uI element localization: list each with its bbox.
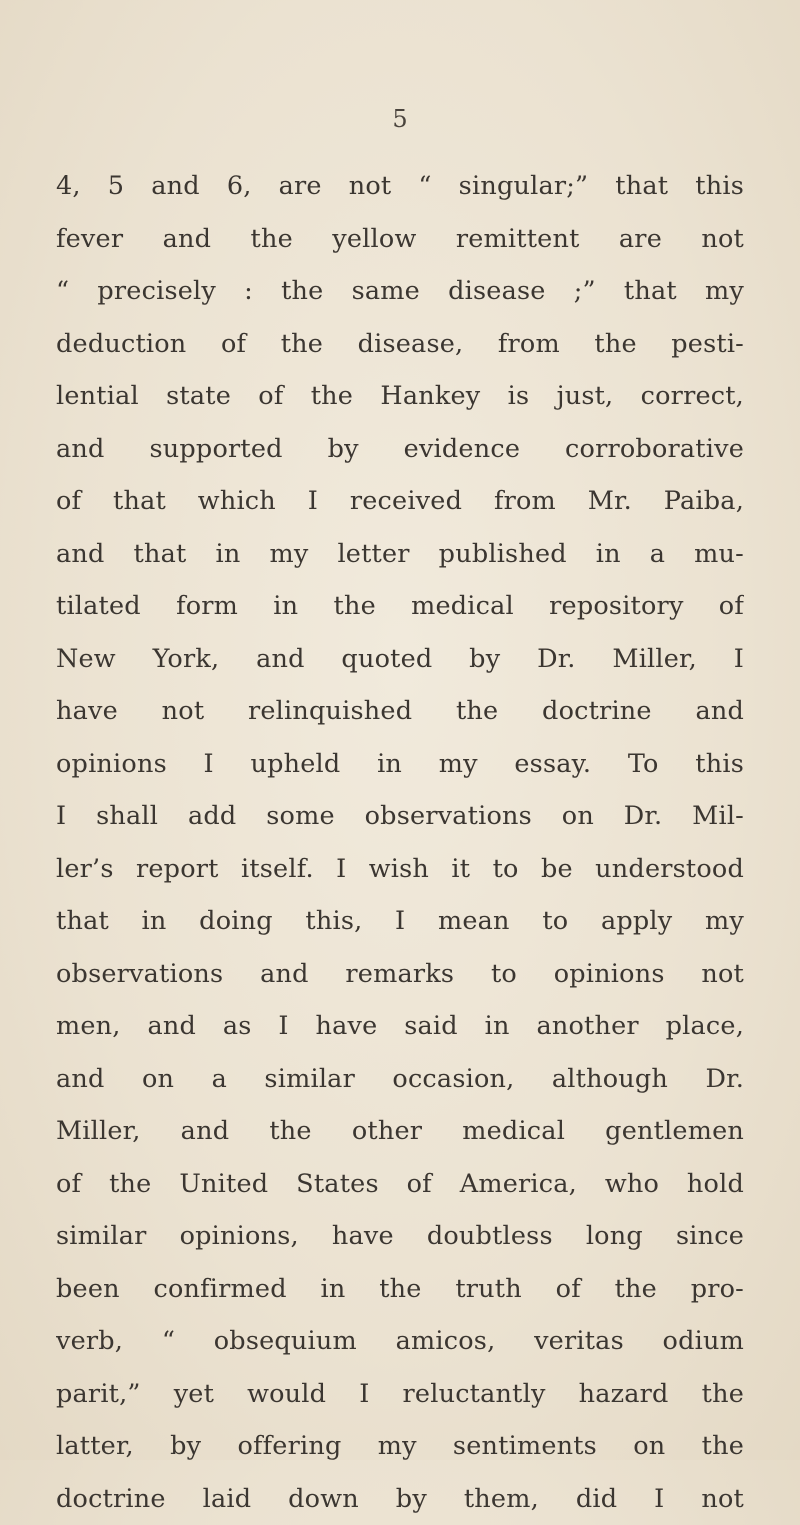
text-line: tilated form in the medical repository of bbox=[56, 580, 744, 633]
text-line: of the United States of America, who hold bbox=[56, 1158, 744, 1211]
text-line: that in doing this, I mean to apply my bbox=[56, 895, 744, 948]
text-line: been confirmed in the truth of the pro- bbox=[56, 1263, 744, 1316]
text-line: I shall add some observations on Dr. Mil- bbox=[56, 790, 744, 843]
text-line: 4, 5 and 6, are not “ singular;” that this bbox=[56, 160, 744, 213]
text-line: latter, by offering my sentiments on the bbox=[56, 1420, 744, 1473]
text-line: ler’s report itself. I wish it to be understood bbox=[56, 843, 744, 896]
text-line: fever and the yellow remittent are not bbox=[56, 213, 744, 266]
body-text bbox=[56, 160, 744, 1525]
text-line: parit,” yet would I reluctantly hazard the bbox=[56, 1368, 744, 1421]
text-line: verb, “ obsequium amicos, veritas odium bbox=[56, 1315, 744, 1368]
text-line: New York, and quoted by Dr. Miller, I bbox=[56, 633, 744, 686]
text-line: observations and remarks to opinions not bbox=[56, 948, 744, 1001]
text-line: lential state of the Hankey is just, correct, bbox=[56, 370, 744, 423]
text-line: and supported by evidence corroborative bbox=[56, 423, 744, 476]
text-line: and that in my letter published in a mu- bbox=[56, 528, 744, 581]
text-line: “ precisely : the same disease ;” that my bbox=[56, 265, 744, 318]
text-line: have not relinquished the doctrine and bbox=[56, 685, 744, 738]
text-line: of that which I received from Mr. Paiba, bbox=[56, 475, 744, 528]
text-line: opinions I upheld in my essay. To this bbox=[56, 738, 744, 791]
text-line: Miller, and the other medical gentlemen bbox=[56, 1105, 744, 1158]
text-line: doctrine laid down by them, did I not bbox=[56, 1473, 744, 1525]
text-line: and on a similar occasion, although Dr. bbox=[56, 1053, 744, 1106]
text-line: men, and as I have said in another place, bbox=[56, 1000, 744, 1053]
text-line: similar opinions, have doubtless long since bbox=[56, 1210, 744, 1263]
page-number: 5 bbox=[0, 104, 800, 134]
text-line: deduction of the disease, from the pesti- bbox=[56, 318, 744, 371]
